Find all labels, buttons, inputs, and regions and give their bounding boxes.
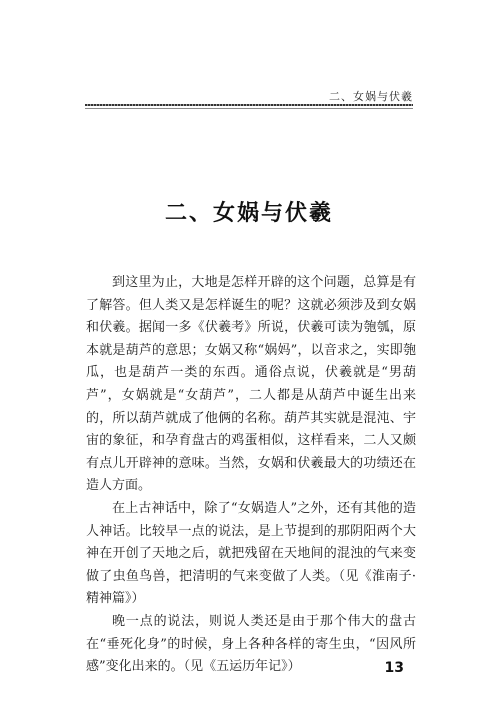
paragraph: 在上古神话中，除了“女娲造人”之外，还有其他的造人神话。比较早一点的说法，是上节提到的那阴阳两个大神在开创了天地之后，就把残留在天地间的混浊的气来变做了虫鱼鸟兽，把清明的气来变做了人类。（见《淮南子·精神篇》） [86, 500, 416, 607]
body-text [86, 272, 416, 679]
paragraph: 到这里为止，大地是怎样开辟的这个问题，总算是有了解答。但人类又是怎样诞生的呢？这就必须涉及到女娲和伏羲。据闻一多《伏羲考》所说，伏羲可读为匏瓠，原本就是葫芦的意思；女娲又称“娲妈”，以音求之，实即匏瓜，也是葫芦一类的东西。通俗点说，伏羲就是“男葫芦”，女娲就是“女葫芦”，二人都是从葫芦中诞生出来的，所以葫芦就成了他俩的名称。葫芦其实就是混沌、宇宙的象征，和孕育盘古的鸡蛋相似，这样看来，二人又颇有点儿开辟神的意味。当然，女娲和伏羲最大的功绩还在造人方面。 [86, 275, 416, 494]
paragraph: 晚一点的说法，则说人类还是由于那个伟大的盘古在“垂死化身”的时候，身上各种各样的寄生虫，“因风所感”变化出来的。（见《五运历年记》） [86, 613, 416, 675]
running-header: 二、女娲与伏羲 [329, 90, 413, 103]
header-rule-thin [85, 108, 413, 109]
page-number: 13 [384, 660, 404, 676]
header-rule [85, 104, 413, 106]
chapter-title: 二、女娲与伏羲 [164, 200, 333, 226]
